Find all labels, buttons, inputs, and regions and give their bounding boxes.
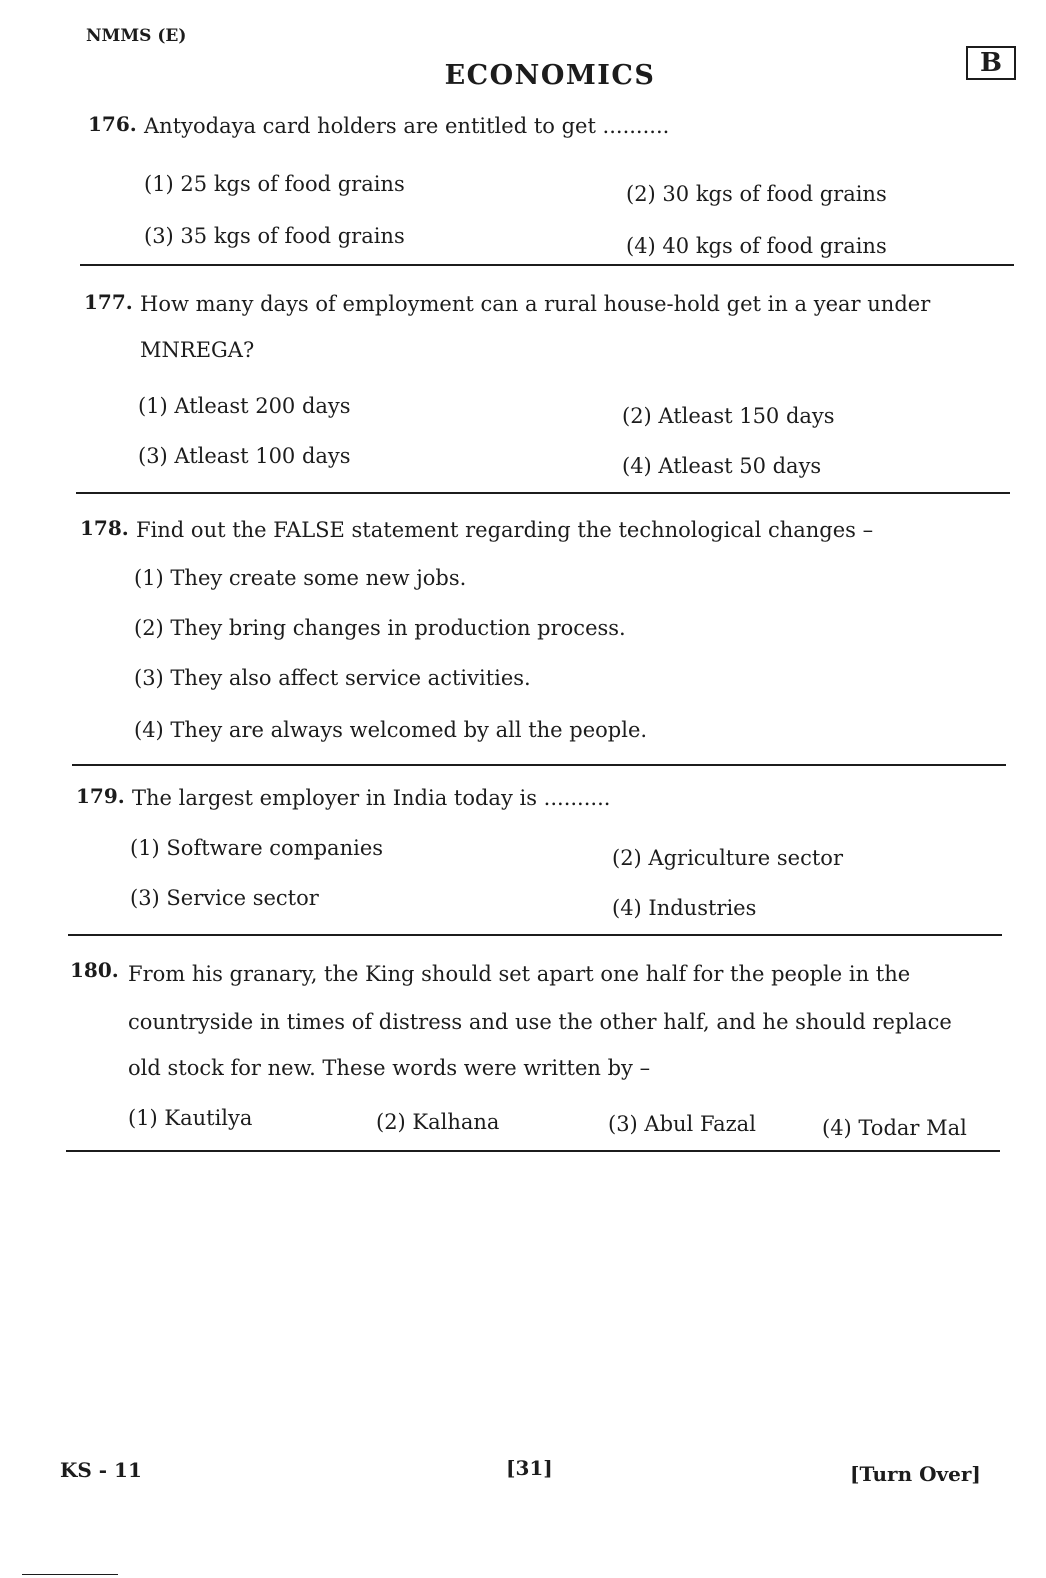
divider-179 <box>68 934 1002 936</box>
question-text: Antyodaya card holders are entitled to get .......... <box>144 114 670 138</box>
option-4: (4) 40 kgs of food grains <box>626 234 887 258</box>
question-text-line-1: From his granary, the King should set apart one half for the people in the <box>128 962 911 986</box>
option-4: (4) Atleast 50 days <box>622 454 822 478</box>
divider-178 <box>72 764 1006 766</box>
page-number: [31] <box>506 1456 553 1480</box>
divider-177 <box>76 492 1010 494</box>
exam-code: NMMS (E) <box>86 26 187 46</box>
option-3: (3) Service sector <box>130 886 319 910</box>
footer-code: KS - 11 <box>60 1458 142 1482</box>
question-number: 177. <box>84 290 133 314</box>
option-3: (3) Atleast 100 days <box>138 444 351 468</box>
option-4: (4) They are always welcomed by all the people. <box>134 718 648 742</box>
bottom-mark <box>22 1574 118 1575</box>
option-1: (1) 25 kgs of food grains <box>144 172 405 196</box>
question-text-line-2: countryside in times of distress and use the other half, and he should replace <box>128 1010 952 1034</box>
question-number: 176. <box>88 112 137 136</box>
option-2: (2) Agriculture sector <box>612 846 843 870</box>
section-title: ECONOMICS <box>444 60 656 91</box>
option-1: (1) Kautilya <box>128 1106 253 1130</box>
question-text: Find out the FALSE statement regarding the technological changes – <box>136 518 874 542</box>
turn-over-note: [Turn Over] <box>850 1462 981 1486</box>
option-3: (3) They also affect service activities. <box>134 666 531 690</box>
option-2: (2) They bring changes in production process. <box>134 616 626 640</box>
option-4: (4) Industries <box>612 896 757 920</box>
divider-176 <box>80 264 1014 266</box>
divider-180 <box>66 1150 1000 1152</box>
option-3: (3) Abul Fazal <box>608 1112 756 1136</box>
question-number: 178. <box>80 516 129 540</box>
question-number: 180. <box>70 958 119 982</box>
option-4: (4) Todar Mal <box>822 1116 967 1140</box>
booklet-set-box: B <box>966 46 1016 80</box>
option-3: (3) 35 kgs of food grains <box>144 224 405 248</box>
question-number: 179. <box>76 784 125 808</box>
option-1: (1) Software companies <box>130 836 384 860</box>
option-2: (2) Atleast 150 days <box>622 404 835 428</box>
question-text-line-2: MNREGA? <box>140 338 255 362</box>
question-text: The largest employer in India today is .......... <box>132 786 611 810</box>
option-2: (2) 30 kgs of food grains <box>626 182 887 206</box>
question-text-line-3: old stock for new. These words were written by – <box>128 1056 651 1080</box>
option-1: (1) Atleast 200 days <box>138 394 351 418</box>
option-2: (2) Kalhana <box>376 1110 500 1134</box>
option-1: (1) They create some new jobs. <box>134 566 467 590</box>
question-text-line-1: How many days of employment can a rural house-hold get in a year under <box>140 292 931 316</box>
